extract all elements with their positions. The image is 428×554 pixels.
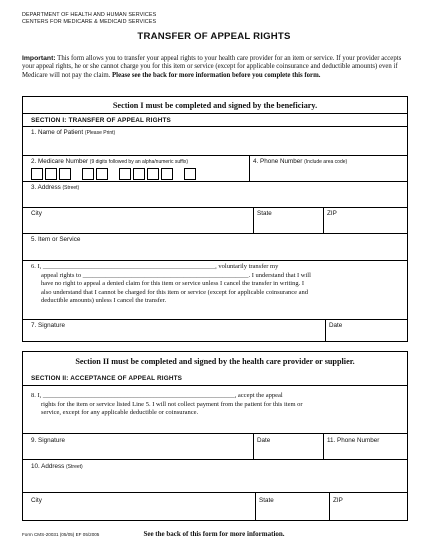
digit-box[interactable]	[119, 168, 131, 180]
digit-box[interactable]	[96, 168, 108, 180]
agency-header	[22, 12, 156, 25]
patient-name-note: (Please Print)	[84, 130, 116, 136]
address-label: 3. Address	[31, 184, 61, 191]
item-service-field[interactable]	[31, 236, 80, 244]
provider-zip-field[interactable]	[333, 497, 343, 505]
city-field[interactable]	[31, 210, 42, 218]
section-1-subheading: SECTION I: TRANSFER OF APPEAL RIGHTS	[31, 117, 171, 124]
city-label: City	[31, 210, 42, 217]
important-bold-tail: Please see the back for more information before you complete this form.	[112, 71, 321, 79]
section-2-subheading: SECTION II: ACCEPTANCE OF APPEAL RIGHTS	[31, 375, 183, 382]
form-title: TRANSFER OF APPEAL RIGHTS	[137, 31, 291, 42]
provider-state-field[interactable]	[259, 497, 274, 505]
phone-number-note: (Include area code)	[304, 159, 348, 165]
digit-box[interactable]	[161, 168, 173, 180]
department-name: DEPARTMENT OF HEALTH AND HUMAN SERVICES	[22, 12, 157, 18]
important-notice	[22, 55, 408, 80]
provider-date-label: Date	[257, 437, 271, 444]
provider-address-label: 10. Address	[31, 463, 65, 470]
acceptance-line-2: rights for the item or service listed Line 5. I will not collect payment from the patient for this item or	[41, 400, 303, 408]
address-note: (Street)	[62, 185, 80, 191]
provider-city-field[interactable]	[31, 497, 42, 505]
section-1-heading: Section I must be completed and signed by the beneficiary.	[112, 101, 318, 110]
provider-signature-label: 9. Signature	[31, 437, 65, 444]
address-field[interactable]	[31, 184, 79, 192]
transfer-line-5: deductible amounts) unless I cancel the transfer.	[41, 297, 167, 305]
transfer-line-3: have no right to appeal a denied claim for this item or service unless I cancel the transfer in writing. I	[41, 280, 304, 288]
state-label: State	[257, 210, 272, 217]
section-1-box	[22, 96, 408, 342]
acceptance-statement	[31, 392, 403, 418]
provider-phone-field[interactable]	[327, 437, 379, 445]
back-of-form-note: See the back of this form for more information.	[143, 530, 285, 538]
beneficiary-signature-label: 7. Signature	[31, 322, 65, 329]
medicare-number-label: 2. Medicare Number	[31, 158, 89, 165]
digit-box[interactable]	[82, 168, 94, 180]
patient-name-field[interactable]	[31, 129, 115, 137]
centers-name: CENTERS FOR MEDICARE & MEDICAID SERVICES	[22, 18, 157, 25]
item-service-label: 5. Item or Service	[31, 236, 81, 243]
zip-label: ZIP	[327, 210, 337, 217]
section-2-box	[22, 351, 408, 521]
digit-box[interactable]	[45, 168, 57, 180]
provider-state-label: State	[259, 497, 274, 504]
important-lead: Important:	[22, 55, 56, 62]
digit-box[interactable]	[147, 168, 159, 180]
medicare-number-label-group	[31, 158, 188, 166]
acceptance-line-1: 8. I, ___________________________________________________________, accept the appeal	[31, 392, 283, 399]
provider-zip-label: ZIP	[333, 497, 343, 504]
medicare-number-note: (9 digits followed by an alpha/numeric suffix)	[89, 159, 189, 165]
transfer-statement	[31, 263, 403, 306]
provider-city-label: City	[31, 497, 42, 504]
transfer-line-2: appeal rights to ___________________________________________________. I understand that I will	[41, 271, 311, 279]
provider-date-field[interactable]	[257, 437, 270, 445]
acceptance-line-3: service, except for any applicable deductible or coinsurance.	[41, 409, 199, 417]
beneficiary-date-label: Date	[329, 322, 343, 329]
transfer-line-4: also understand that I cannot be charged for this item or service (except for applicable coinsurance and	[41, 288, 308, 296]
digit-box[interactable]	[31, 168, 43, 180]
beneficiary-date-field[interactable]	[329, 322, 342, 330]
state-field[interactable]	[257, 210, 272, 218]
section-2-heading: Section II must be completed and signed by the health care provider or supplier.	[75, 357, 355, 366]
phone-number-label: 4. Phone Number	[253, 158, 303, 165]
digit-box[interactable]	[184, 168, 196, 180]
patient-name-label: 1. Name of Patient	[31, 129, 84, 136]
digit-box[interactable]	[133, 168, 145, 180]
provider-signature-field[interactable]	[31, 437, 65, 445]
phone-number-field[interactable]	[253, 158, 347, 166]
provider-address-field[interactable]	[31, 463, 83, 471]
transfer-line-1: 6. I, _____________________________________________________, voluntarily transfer my	[31, 263, 279, 270]
provider-address-note: (Street)	[66, 464, 83, 470]
form-number: Form CMS-20031 (05/05) EF 05/2005	[22, 532, 100, 537]
provider-phone-label: 11. Phone Number	[327, 437, 380, 444]
beneficiary-signature-field[interactable]	[31, 322, 65, 330]
zip-field[interactable]	[327, 210, 337, 218]
digit-box[interactable]	[59, 168, 71, 180]
important-body: This form allows you to transfer your appeal rights to your health care provider for an item or service. If your provider accepts your appeal rights, he or she cannot charge you for this item or service (except for applicable coinsurance and deductible amounts) even if Medicare will not pay the claim.	[22, 55, 402, 79]
